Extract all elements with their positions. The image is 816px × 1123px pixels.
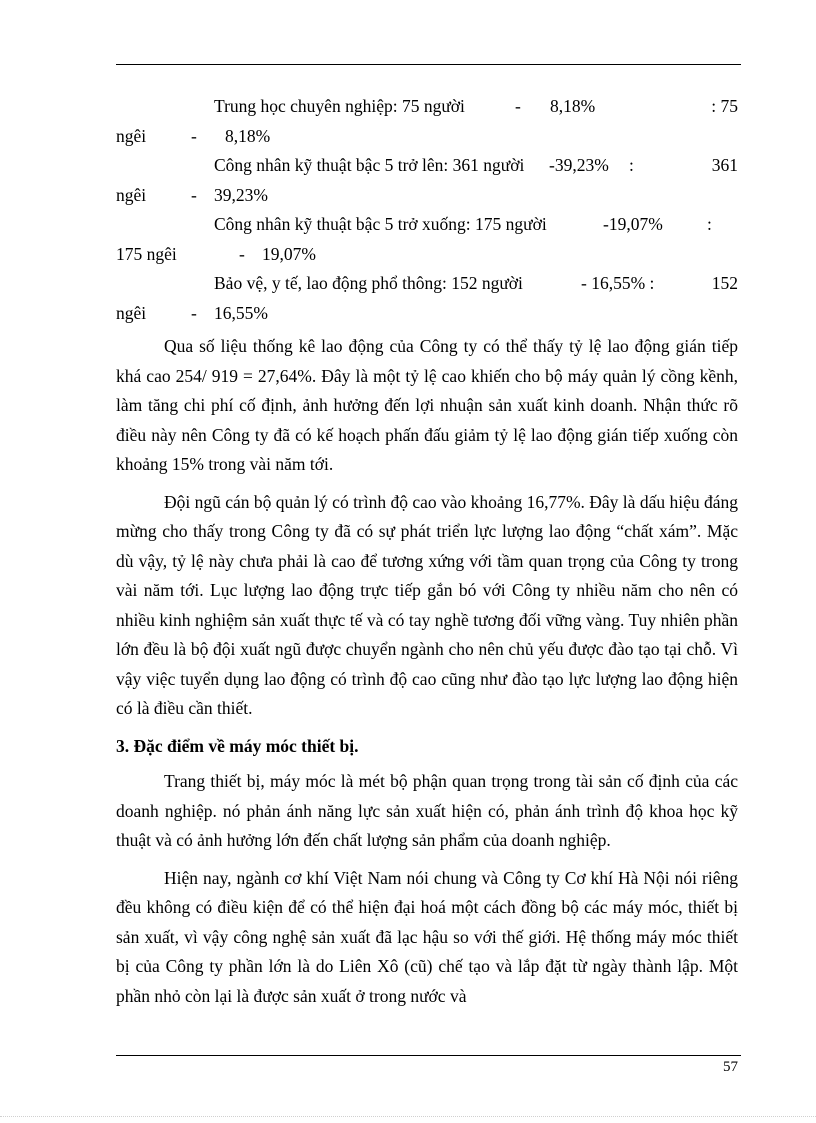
line-percent: -39,23% bbox=[549, 155, 609, 175]
line-percent: 8,18% bbox=[550, 96, 596, 116]
line-dash: - bbox=[239, 243, 245, 264]
list-line bbox=[116, 151, 738, 181]
line-text: Công nhân kỹ thuật bậc 5 trở lên: 361 người bbox=[214, 155, 525, 175]
paragraph: Hiện nay, ngành cơ khí Việt Nam nói chung và Công ty Cơ khí Hà Nội nói riêng đều không có điều kiện để có thể hiện đại hoá một cách đồng bộ các máy móc, thiết bị sản xuất, vì vậy công nghệ sản xuất đã lạc hậu so với thế giới. Hệ thống máy móc thiết bị của Công ty phần lớn là do Liên Xô (cũ) chế tạo và lắp đặt từ ngày thành lập. Một phần nhỏ còn lại là được sản xuất ở trong nước và bbox=[116, 867, 738, 1006]
list-line bbox=[116, 299, 738, 329]
list-line bbox=[116, 92, 738, 122]
line-percent: -19,07% bbox=[603, 214, 663, 234]
list-line bbox=[116, 181, 738, 211]
list-line bbox=[116, 269, 738, 299]
line-text: Trung học chuyên nghiệp: 75 người bbox=[214, 96, 465, 116]
list-line bbox=[116, 240, 738, 270]
line-count: 152 bbox=[711, 273, 738, 293]
line-percent: 39,23% bbox=[214, 184, 268, 205]
line-dash: - bbox=[191, 125, 197, 146]
line-percent: 19,07% bbox=[262, 243, 316, 264]
page-edge bbox=[0, 1116, 816, 1117]
line-colon: : bbox=[629, 155, 634, 175]
line-count: : 75 bbox=[711, 96, 738, 116]
line-count: 361 bbox=[711, 155, 738, 175]
line-colon: : bbox=[707, 214, 712, 234]
line-text: Công nhân kỹ thuật bậc 5 trở xuống: 175 người bbox=[214, 214, 547, 234]
section-heading: 3. Đặc điểm về máy móc thiết bị. bbox=[116, 735, 359, 756]
list-line bbox=[116, 122, 738, 152]
paragraph: Qua số liệu thống kê lao động của Công ty có thể thấy tỷ lệ lao động gián tiếp khá cao 254/ 919 = 27,64%. Đây là một tỷ lệ cao khiến cho bộ máy quản lý cồng kềnh, làm tăng chi phí cố định, ảnh hưởng đến lợi nhuận sản xuất kinh doanh. Nhận thức rõ điều này nên Công ty đã có kế hoạch phấn đấu giảm tỷ lệ lao động gián tiếp xuống còn khoảng 15% trong vài năm tới. bbox=[116, 336, 738, 474]
paragraph: Trang thiết bị, máy móc là mét bộ phận quan trọng trong tài sản cố định của các doanh nghiệp. nó phản ánh năng lực sản xuất hiện có, phản ánh trình độ khoa học kỹ thuật và có ảnh hưởng lớn đến chất lượng sản phẩm của doanh nghiệp. bbox=[116, 771, 738, 850]
footer-rule bbox=[116, 1055, 741, 1056]
page-number: 57 bbox=[723, 1059, 738, 1075]
line-unit: ngêi bbox=[116, 125, 147, 146]
line-dash: - bbox=[191, 302, 197, 323]
line-text: Bảo vệ, y tế, lao động phổ thông: 152 người bbox=[214, 273, 523, 293]
page-body bbox=[116, 92, 738, 1019]
line-dash: - bbox=[515, 96, 521, 116]
line-unit: 175 ngêi bbox=[116, 243, 177, 264]
header-rule bbox=[116, 64, 741, 65]
list-line bbox=[116, 210, 738, 240]
paragraph: Đội ngũ cán bộ quản lý có trình độ cao vào khoảng 16,77%. Đây là dấu hiệu đáng mừng cho thấy trong Công ty đã có sự phát triển lực lượng lao động “chất xám”. Mặc dù vậy, tỷ lệ này chưa phải là cao để tương xứng với tầm quan trọng của Công ty trong vài năm tới. Lục lượng lao động trực tiếp gắn bó với Công ty nhiều năm cho nên có nhiều kinh nghiệm sản xuất thực tế và có tay nghề tương đối vững vàng. Tuy nhiên phần lớn đều là bộ đội xuất ngũ được chuyển ngành cho nên chủ yếu được đào tạo tại chỗ. Vì vậy việc tuyển dụng lao động có trình độ cao cũng như đào tạo lực lượng lao động hiện có là điều cần thiết. bbox=[116, 491, 738, 718]
line-percent: 8,18% bbox=[225, 125, 271, 146]
line-unit: ngêi bbox=[116, 302, 147, 323]
line-unit: ngêi bbox=[116, 184, 147, 205]
line-percent: 16,55% bbox=[214, 302, 268, 323]
line-dash: - bbox=[191, 184, 197, 205]
line-percent: - 16,55% : bbox=[581, 273, 655, 293]
